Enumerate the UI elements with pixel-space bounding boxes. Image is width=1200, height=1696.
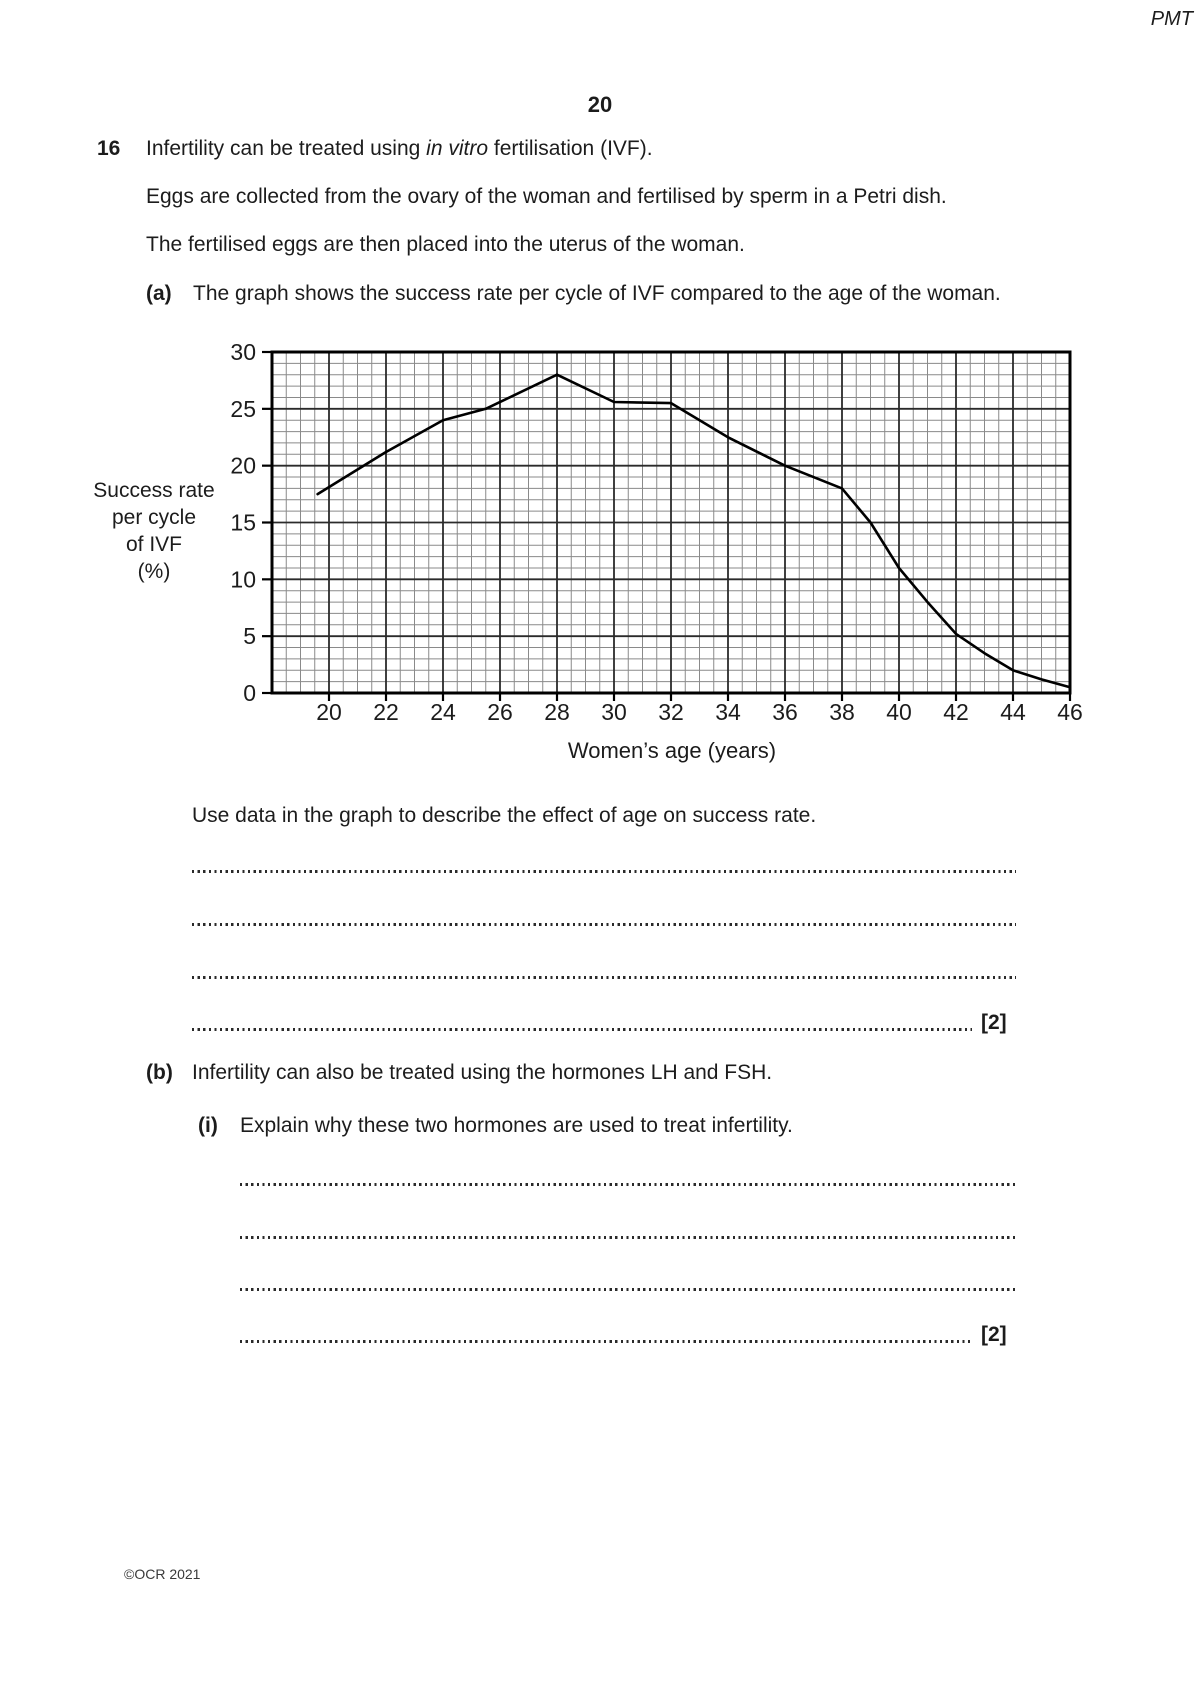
answer-line[interactable] [240,1236,1016,1239]
part-b-label: (b) [146,1061,173,1084]
answer-line[interactable] [192,923,1016,926]
intro-line-3: The fertilised eggs are then placed into the uterus of the woman. [146,233,745,256]
y-tick-label: 30 [230,339,256,365]
y-tick-label: 5 [243,623,256,650]
part-b-text: Infertility can also be treated using the hormones LH and FSH. [192,1061,773,1084]
x-tick-label: 24 [430,699,456,725]
answer-line[interactable] [240,1183,1016,1186]
intro-line-2: Eggs are collected from the ovary of the woman and fertilised by sperm in a Petri dish. [146,185,947,208]
part-a-marks: [2] [981,1011,1007,1034]
answer-line[interactable] [240,1288,1016,1291]
y-axis-title-line1: Success rate [93,479,215,502]
x-tick-label: 46 [1057,699,1083,725]
question-number: 16 [97,137,121,160]
x-tick-label: 40 [886,699,912,725]
answer-line[interactable] [192,976,1016,979]
pmt-watermark: PMT [1150,8,1193,30]
x-tick-label: 30 [601,699,627,725]
x-tick-label: 36 [772,699,798,725]
intro-line-1-post: fertilisation (IVF). [488,137,653,160]
part-b-i-marks: [2] [981,1323,1007,1346]
intro-line-1-italic: in vitro [426,137,489,160]
copyright-notice: ©OCR 2021 [124,1566,201,1582]
page-number: 20 [587,92,613,117]
x-tick-label: 38 [829,699,855,725]
x-tick-label: 34 [715,699,741,725]
ivf-success-rate-chart [150,330,1100,730]
answer-line[interactable] [192,870,1016,873]
part-a-label: (a) [146,282,172,305]
y-axis-title-line4: (%) [137,560,171,583]
y-tick-label: 10 [230,566,256,593]
answer-line[interactable] [192,1028,972,1031]
part-a-text: The graph shows the success rate per cycle of IVF compared to the age of the woman. [193,282,1001,305]
y-tick-label: 25 [230,395,256,422]
x-tick-label: 22 [373,699,399,725]
x-tick-label: 28 [544,699,570,725]
y-axis-title-line2: per cycle [111,506,197,529]
x-tick-label: 26 [487,699,513,725]
intro-line-1-pre: Infertility can be treated using [146,137,427,160]
x-tick-label: 32 [658,699,684,725]
part-a-prompt: Use data in the graph to describe the effect of age on success rate. [192,804,817,827]
intro-line-1 [146,137,653,161]
answer-line[interactable] [240,1340,972,1343]
y-tick-label: 20 [230,452,256,479]
x-tick-label: 20 [316,699,342,725]
y-axis-title-line3: of IVF [125,533,183,556]
y-tick-label: 0 [243,680,256,706]
success-rate-line [318,375,1070,688]
y-tick-label: 15 [230,509,256,536]
x-tick-label: 44 [1000,699,1026,725]
x-tick-label: 42 [943,699,969,725]
part-b-i-text: Explain why these two hormones are used to treat infertility. [240,1114,793,1137]
part-b-i-label: (i) [198,1114,218,1137]
x-axis-title: Women’s age (years) [567,738,777,763]
